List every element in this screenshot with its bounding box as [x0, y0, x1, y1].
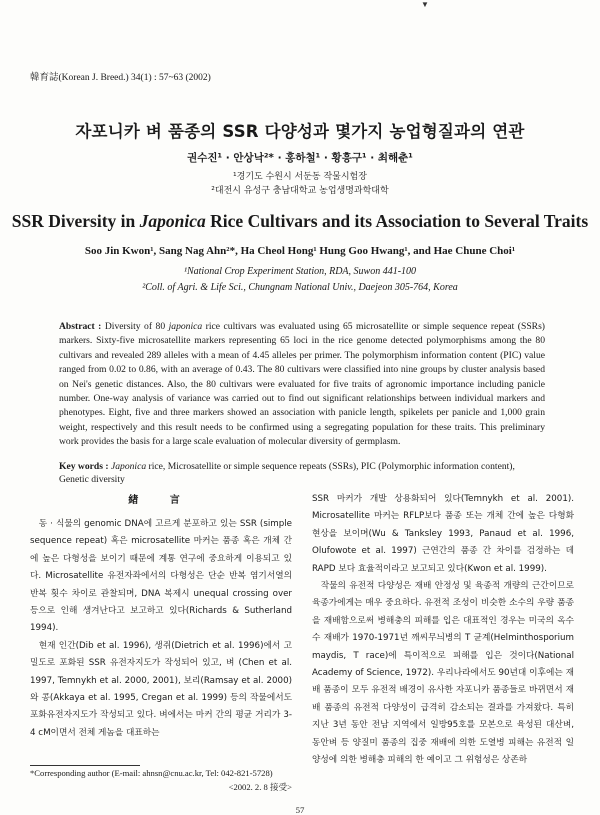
english-authors: Soo Jin Kwon¹, Sang Nag Ahn²*, Ha Cheol Hong¹ Hung Goo Hwang¹, and Hae Chune Choi¹	[84, 245, 516, 257]
right-column	[312, 491, 574, 770]
paragraph: 현재 인간(Dib et al. 1996), 생쥐(Dietrich et al. 1996)에서 고밀도로 포화된 SSR 유전자지도가 작성되어 있고, 벼 (Chen et al. 1997, Temnykh et al. 2000, 2001), 보리(Ramsay et al. 2000)와 콩(Akkaya et al. 1995, Cregan et al. 1999) 등의 작물에서도 포화유전자지도가 작성되고 있다. 벼에서는 마커 간의 평균 거리가 3-4 cM이면서 전체 게놈을 대표하는	[30, 640, 292, 738]
footnote-rule	[30, 765, 140, 766]
section-heading-introduction: 緖 言	[128, 495, 194, 506]
english-affiliation-1: ¹National Crop Experiment Station, RDA, Suwon 441-100	[183, 266, 417, 277]
left-column	[30, 516, 292, 742]
korean-authors: 권수진¹ · 안상낙²* · 홍하철¹ · 황흥구¹ · 최해춘¹	[187, 152, 413, 164]
paragraph: SSR 마커가 개발 상용화되어 있다(Temnykh et al. 2001). Microsatellite 마커는 RFLP보다 품종 또는 개체 간에 높은 다형화 현상을 보이며(Wu & Tanksley 1993, Panaud et al. 1996, Olufowote et al. 1997) 근연간의 품종 간 차이를 검정하는 데 RAPD 보다 효율적이라고 보고되고 있다(Kwon et al. 1999).	[312, 494, 574, 574]
abstract-italic: japonica	[168, 321, 203, 332]
abstract-label: Abstract :	[59, 321, 102, 332]
english-title-post: Rice Cultivars and its Association to Several Traits	[205, 211, 589, 231]
keywords-label: Key words :	[59, 461, 109, 472]
paragraph: 동 · 식물의 genomic DNA에 고르게 분포하고 있는 SSR (simple sequence repeat) 혹은 microsatellite 마커는 품종 혹은 개체 간에 높은 다형성을 보이기 때문에 계통 연구에 중요하게 이용되고 있다. Microsatellite 유전자좌에서의 다형성은 단순 반복 염기서열의 반복 횟수 차이로 관찰되며, DNA 복제시 unequal crossing over 등으로 인해 생겨난다고 보고하고 있다(Richards & Sutherland 1994).	[30, 519, 292, 634]
abstract-body: rice cultivars was evaluated using 65 microsatellite or simple sequence repeat (SSRs) markers. Sixty-five microsatellite markers representing 65 loci in the rice genome detected polymorphisms among the 80 cultivars and revealed 289 alleles with a mean of 4.45 alleles per primer. The polymorphism information content (PIC) value ranged from 0.02 to 0.86, with an average of 0.43. The 80 cultivars were classified into nine groups by cluster analysis based on Nei's genetic distances. Also, the 80 cultivars were evaluated for five traits of agronomic importance including panicle number. One-way analysis of variance was carried out to find out significant relationships between individual markers and phenotypes. Eight, five and three markers showed an association with panicle length, spikelets per panicle and 1,000 grain weight, respectively and this result needs to be confirmed using a segregating population for these traits. This preliminary work provides the basis for a large scale evaluation of molecular diversity of germplasm.	[59, 321, 545, 448]
abstract	[59, 320, 545, 450]
korean-affiliation-1: ¹경기도 수원시 서둔동 작물시험장	[233, 172, 367, 182]
keywords	[59, 460, 545, 486]
abstract-pre: Diversity of 80	[101, 321, 169, 332]
english-title	[0, 211, 600, 232]
scan-mark: ▼	[421, 0, 429, 9]
english-title-pre: SSR Diversity in	[11, 211, 140, 231]
footnote-corresponding-author: *Corresponding author (E-mail: ahnsn@cnu.ac.kr, Tel: 042-821-5728)	[30, 768, 273, 778]
korean-affiliation-2: ²대전시 유성구 충남대학교 농업생명과학대학	[211, 186, 389, 196]
korean-title: 자포니카 벼 품종의 SSR 다양성과 몇가지 농업형질과의 연관	[75, 122, 525, 141]
page-number: 57	[295, 805, 305, 815]
keywords-italic: Japonica	[110, 461, 147, 472]
english-title-italic: Japonica	[139, 211, 206, 231]
journal-header: 韓育誌(Korean J. Breed.) 34(1) : 57~63 (2002)	[30, 73, 211, 83]
received-date: <2002. 2. 8 接受>	[228, 782, 292, 792]
paragraph: 작물의 유전적 다양성은 재배 안정성 및 육종적 개량의 근간이므로 육종가에게는 매우 중요하다. 유전적 조성이 비슷한 소수의 우량 품종을 재배함으로써 병해충의 피해를 입은 대표적인 경우는 미국의 옥수수 재배가 1970-1971년 깨씨무늬병의 T 균계(Helminthosporium maydis, T race)에 특이적으로 피해를 입은 것이다(National Academy of Science, 1972). 우리나라에서도 90년대 이후에는 재배 품종이 모두 유전적 배경이 유사한 자포니카 품종들로 바뀌면서 재배 품종의 유전적 다양성이 급격히 감소되는 결과를 가져왔다. 특히 지난 3년 동안 전남 지역에서 일방95호를 모본으로 육성된 대산벼, 동안벼 등 양질미 품종의 집중 재배에 의한 도열병 피해는 유전적 일양성에 의한 병해충 피해의 한 예이고 그 위험성은 상존하	[312, 581, 574, 766]
english-affiliation-2: ²Coll. of Agri. & Life Sci., Chungnam National Univ., Daejeon 305-764, Korea	[142, 282, 458, 293]
keywords-body: rice, Microsatellite or simple sequence repeats (SSRs), PIC (Polymorphic information content), Genetic diversity	[59, 461, 515, 485]
